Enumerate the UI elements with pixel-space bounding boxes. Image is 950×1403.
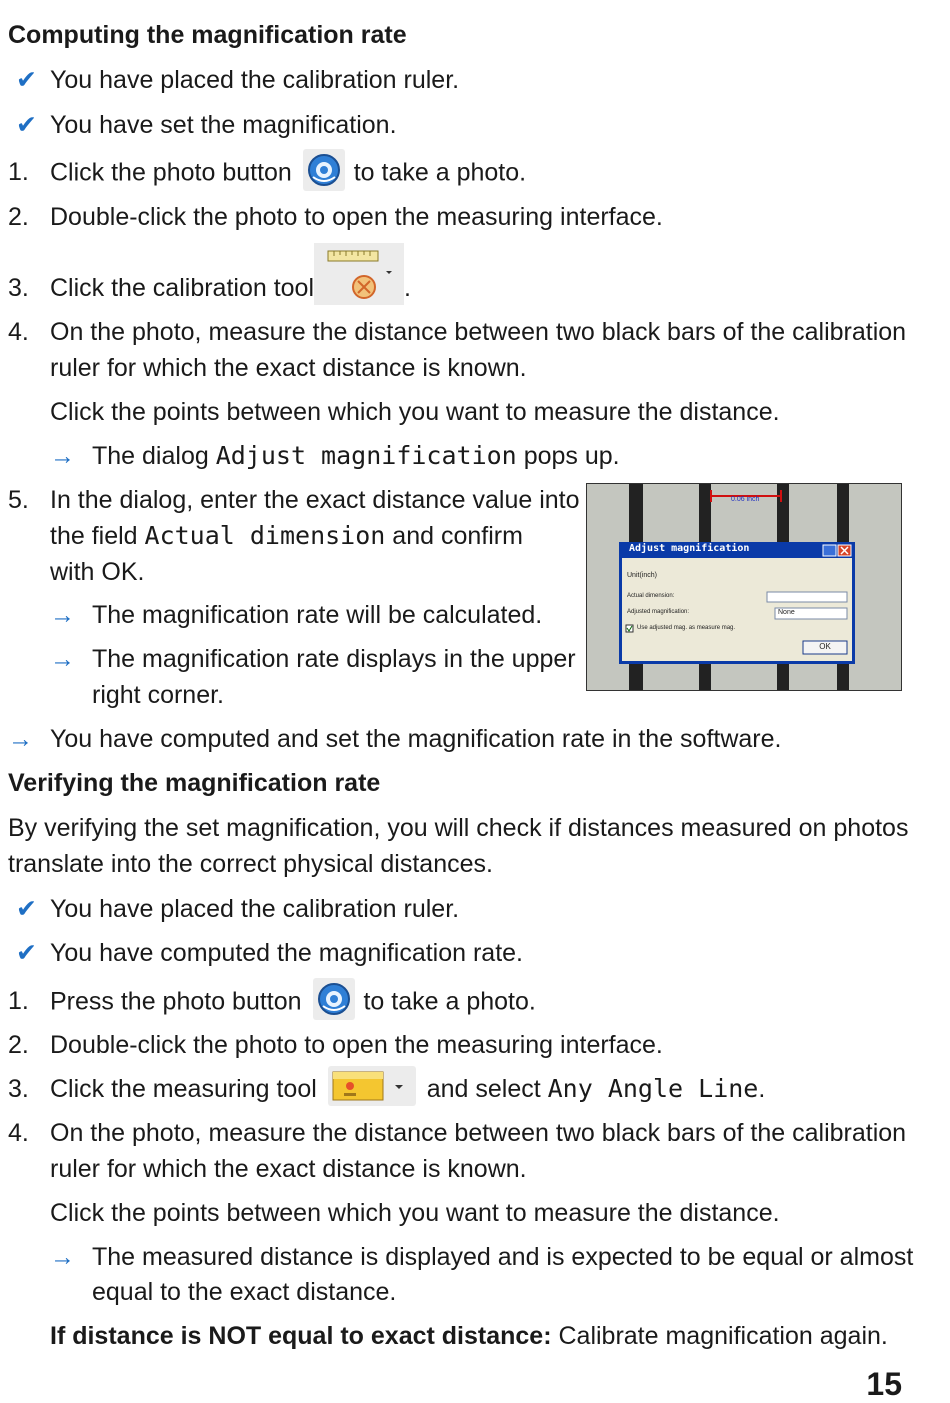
dialog-unit-label: Unit(inch) — [627, 572, 657, 579]
step-text: the field Actual dimension and confirm — [50, 521, 523, 550]
step-number: 4. — [8, 1119, 29, 1147]
step-number: 4. — [8, 318, 29, 346]
section-title-compute: Computing the magnification rate — [8, 21, 407, 49]
result-item: → The magnification rate will be calculated. — [50, 601, 543, 629]
arrow-right-icon: → — [50, 1243, 75, 1271]
step-number: 5. — [8, 486, 29, 514]
result-text: right corner. — [92, 681, 225, 709]
step-text: and select — [426, 1075, 541, 1103]
arrow-right-icon: → — [50, 645, 75, 673]
dialog-title: Adjust magnification — [629, 543, 750, 554]
step-text: Press the photo button — [50, 987, 302, 1016]
result-item: → The dialog Adjust magnification pops up. — [50, 441, 620, 470]
field-name: Actual dimension — [144, 521, 386, 550]
note — [50, 1321, 888, 1351]
step-text: Double-click the photo to open the measuring interface. — [50, 203, 663, 231]
precondition-text: You have computed the magnification rate. — [50, 939, 523, 967]
note-label: If distance is NOT equal to exact distance: — [50, 1322, 552, 1350]
step-text: In the dialog, enter the exact distance value into — [50, 486, 580, 514]
step-text: ruler for which the exact distance is known. — [50, 354, 527, 382]
check-icon: ✔ — [16, 895, 37, 923]
arrow-right-icon: → — [8, 725, 33, 753]
arrow-right-icon: → — [50, 442, 75, 470]
dialog-screenshot — [586, 483, 902, 691]
precondition-text: You have placed the calibration ruler. — [50, 895, 460, 923]
dialog-checkbox-label: Use adjusted mag. as measure mag. — [637, 625, 736, 631]
calibration-tool-icon — [314, 243, 404, 305]
step-number: 1. — [8, 987, 29, 1015]
step-text: Click the measuring tool — [50, 1075, 317, 1103]
intro-text: translate into the correct physical distances. — [8, 850, 493, 878]
result-item: → The measured distance is displayed and is expected to be equal or almost — [50, 1243, 914, 1271]
check-icon: ✔ — [16, 111, 37, 139]
check-icon: ✔ — [16, 939, 37, 967]
step-number: 1. — [8, 158, 29, 186]
measuring-tool-icon — [328, 1066, 416, 1106]
intro-text: By verifying the set magnification, you will check if distances measured on photos — [8, 814, 909, 842]
result-item: → The magnification rate displays in the upper — [50, 645, 576, 673]
precondition-text: You have placed the calibration ruler. — [50, 66, 460, 94]
step-substep: Click the points between which you want to measure the distance. — [50, 1199, 780, 1227]
step-number: 3. — [8, 1075, 29, 1103]
arrow-right-icon: → — [50, 601, 75, 629]
step-text: with OK. — [50, 558, 145, 586]
step-number: 2. — [8, 203, 29, 231]
dialog-adjusted-label: Adjusted magnification: — [627, 609, 690, 615]
dialog-name: Adjust magnification — [215, 441, 517, 470]
dialog-adjusted-value: None — [778, 609, 795, 616]
final-result: → You have computed and set the magnification rate in the software. — [8, 725, 782, 753]
dialog-actual-label: Actual dimension: — [627, 593, 675, 599]
step-text: Click the photo button — [50, 158, 292, 187]
precondition-text: You have set the magnification. — [50, 111, 397, 139]
photo-button-icon — [313, 978, 355, 1020]
step-text: On the photo, measure the distance between two black bars of the calibration — [50, 1119, 907, 1147]
step-text: ruler for which the exact distance is known. — [50, 1155, 527, 1183]
photo-button-icon — [303, 149, 345, 191]
dialog-ok-button: OK — [819, 642, 831, 651]
step-text: Double-click the photo to open the measuring interface. — [50, 1031, 663, 1059]
note-text: Calibrate magnification again. — [558, 1322, 888, 1350]
tool-option-name: Any Angle Line — [547, 1074, 759, 1103]
step-number: 2. — [8, 1031, 29, 1059]
step-text: Click the calibration tool — [50, 274, 315, 302]
ruler-measure-label: 0.06 inch — [731, 496, 760, 503]
step-text: to take a photo. — [363, 987, 536, 1016]
step-text: to take a photo. — [353, 158, 527, 187]
check-icon: ✔ — [16, 66, 37, 94]
step-number: 3. — [8, 274, 29, 302]
step-text: On the photo, measure the distance between two black bars of the calibration — [50, 318, 907, 346]
section-title-verify: Verifying the magnification rate — [8, 769, 381, 797]
result-text: equal to the exact distance. — [92, 1278, 397, 1306]
page-number: 15 — [866, 1366, 902, 1402]
step-substep: Click the points between which you want to measure the distance. — [50, 398, 780, 426]
